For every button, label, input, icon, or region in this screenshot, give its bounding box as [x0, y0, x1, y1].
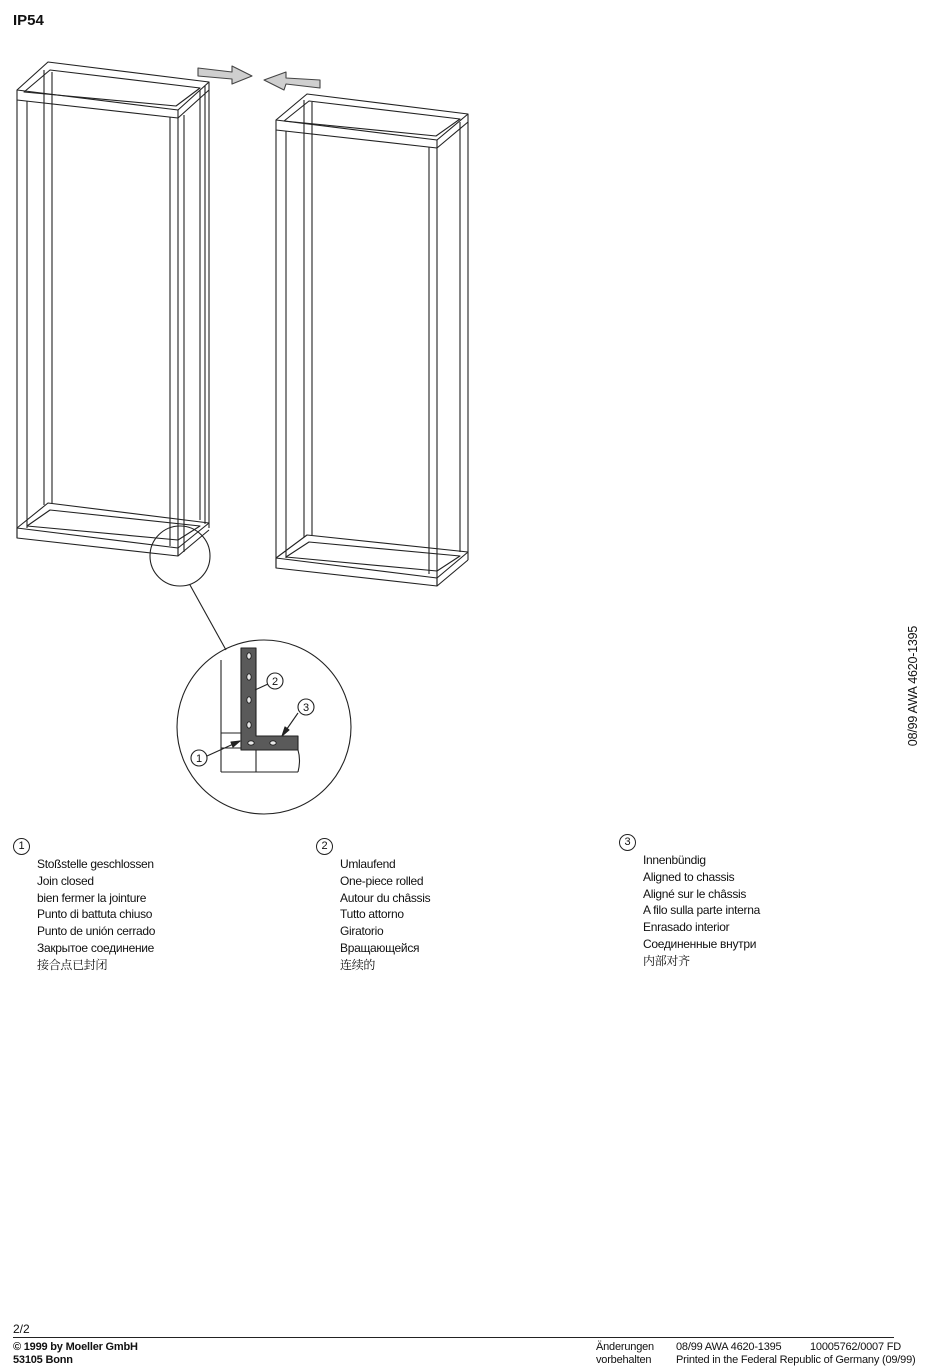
page-number: 2/2 — [13, 1322, 30, 1336]
legend-line: Закрытое соединение — [37, 940, 155, 955]
legend-line: A filo sulla parte interna — [643, 903, 760, 918]
legend-item-3 — [624, 836, 760, 970]
legend-number: 1 — [13, 838, 30, 855]
legend-line: Aligned to chassis — [643, 869, 735, 884]
footer-changes-line2: vorbehalten — [596, 1354, 652, 1366]
legend-item-2 — [321, 840, 431, 974]
legend-number: 3 — [619, 834, 636, 851]
legend-number: 2 — [316, 838, 333, 855]
legend-line: 接合点已封闭 — [37, 957, 108, 972]
footer-city: 53105 Bonn — [13, 1354, 73, 1366]
legend-line: Aligné sur le châssis — [643, 886, 747, 901]
detail-zoom-circle — [177, 640, 351, 814]
footer-printed: Printed in the Federal Republic of Germany (09/99) — [676, 1354, 916, 1366]
page-title: IP54 — [13, 12, 44, 29]
callout-2-label: 2 — [271, 676, 279, 688]
detail-marker-circle — [150, 526, 210, 586]
corner-detail — [207, 648, 300, 772]
callout-1-label: 1 — [195, 753, 203, 765]
legend-line: Innenbündig — [643, 853, 706, 867]
footer-doc-code: 08/99 AWA 4620-1395 — [676, 1341, 782, 1353]
legend-line: bien fermer la jointure — [37, 890, 147, 905]
legend-line: Umlaufend — [340, 857, 396, 871]
legend-item-1 — [18, 840, 156, 974]
legend-line: 连续的 — [340, 957, 376, 972]
footer-changes-line1: Änderungen — [596, 1341, 654, 1353]
legend-line: Punto de unión cerrado — [37, 924, 156, 939]
arrow-left-icon — [264, 72, 320, 90]
legend-line: Соединенные внутри — [643, 936, 757, 951]
legend-line: Stoßstelle geschlossen — [37, 857, 154, 871]
legend-line: Autour du châssis — [340, 890, 431, 905]
side-document-code: 08/99 AWA 4620-1395 — [906, 625, 920, 747]
callout-3-label: 3 — [302, 702, 310, 714]
legend-line: Giratorio — [340, 924, 384, 939]
legend-line: Join closed — [37, 873, 94, 888]
legend-line: Enrasado interior — [643, 920, 730, 935]
legend-line: 内部对齐 — [643, 953, 690, 968]
detail-leader-line — [190, 585, 226, 650]
legend-line: Tutto attorno — [340, 907, 404, 922]
legend-line: Punto di battuta chiuso — [37, 907, 153, 922]
legend-line: Вращающейся — [340, 940, 420, 955]
footer-part-number: 10005762/0007 FD — [810, 1341, 901, 1353]
left-cabinet-frame — [17, 62, 209, 556]
right-cabinet-frame — [276, 94, 468, 586]
footer-divider — [13, 1337, 894, 1338]
footer-copyright: © 1999 by Moeller GmbH — [13, 1341, 138, 1353]
legend-line: One-piece rolled — [340, 873, 424, 888]
